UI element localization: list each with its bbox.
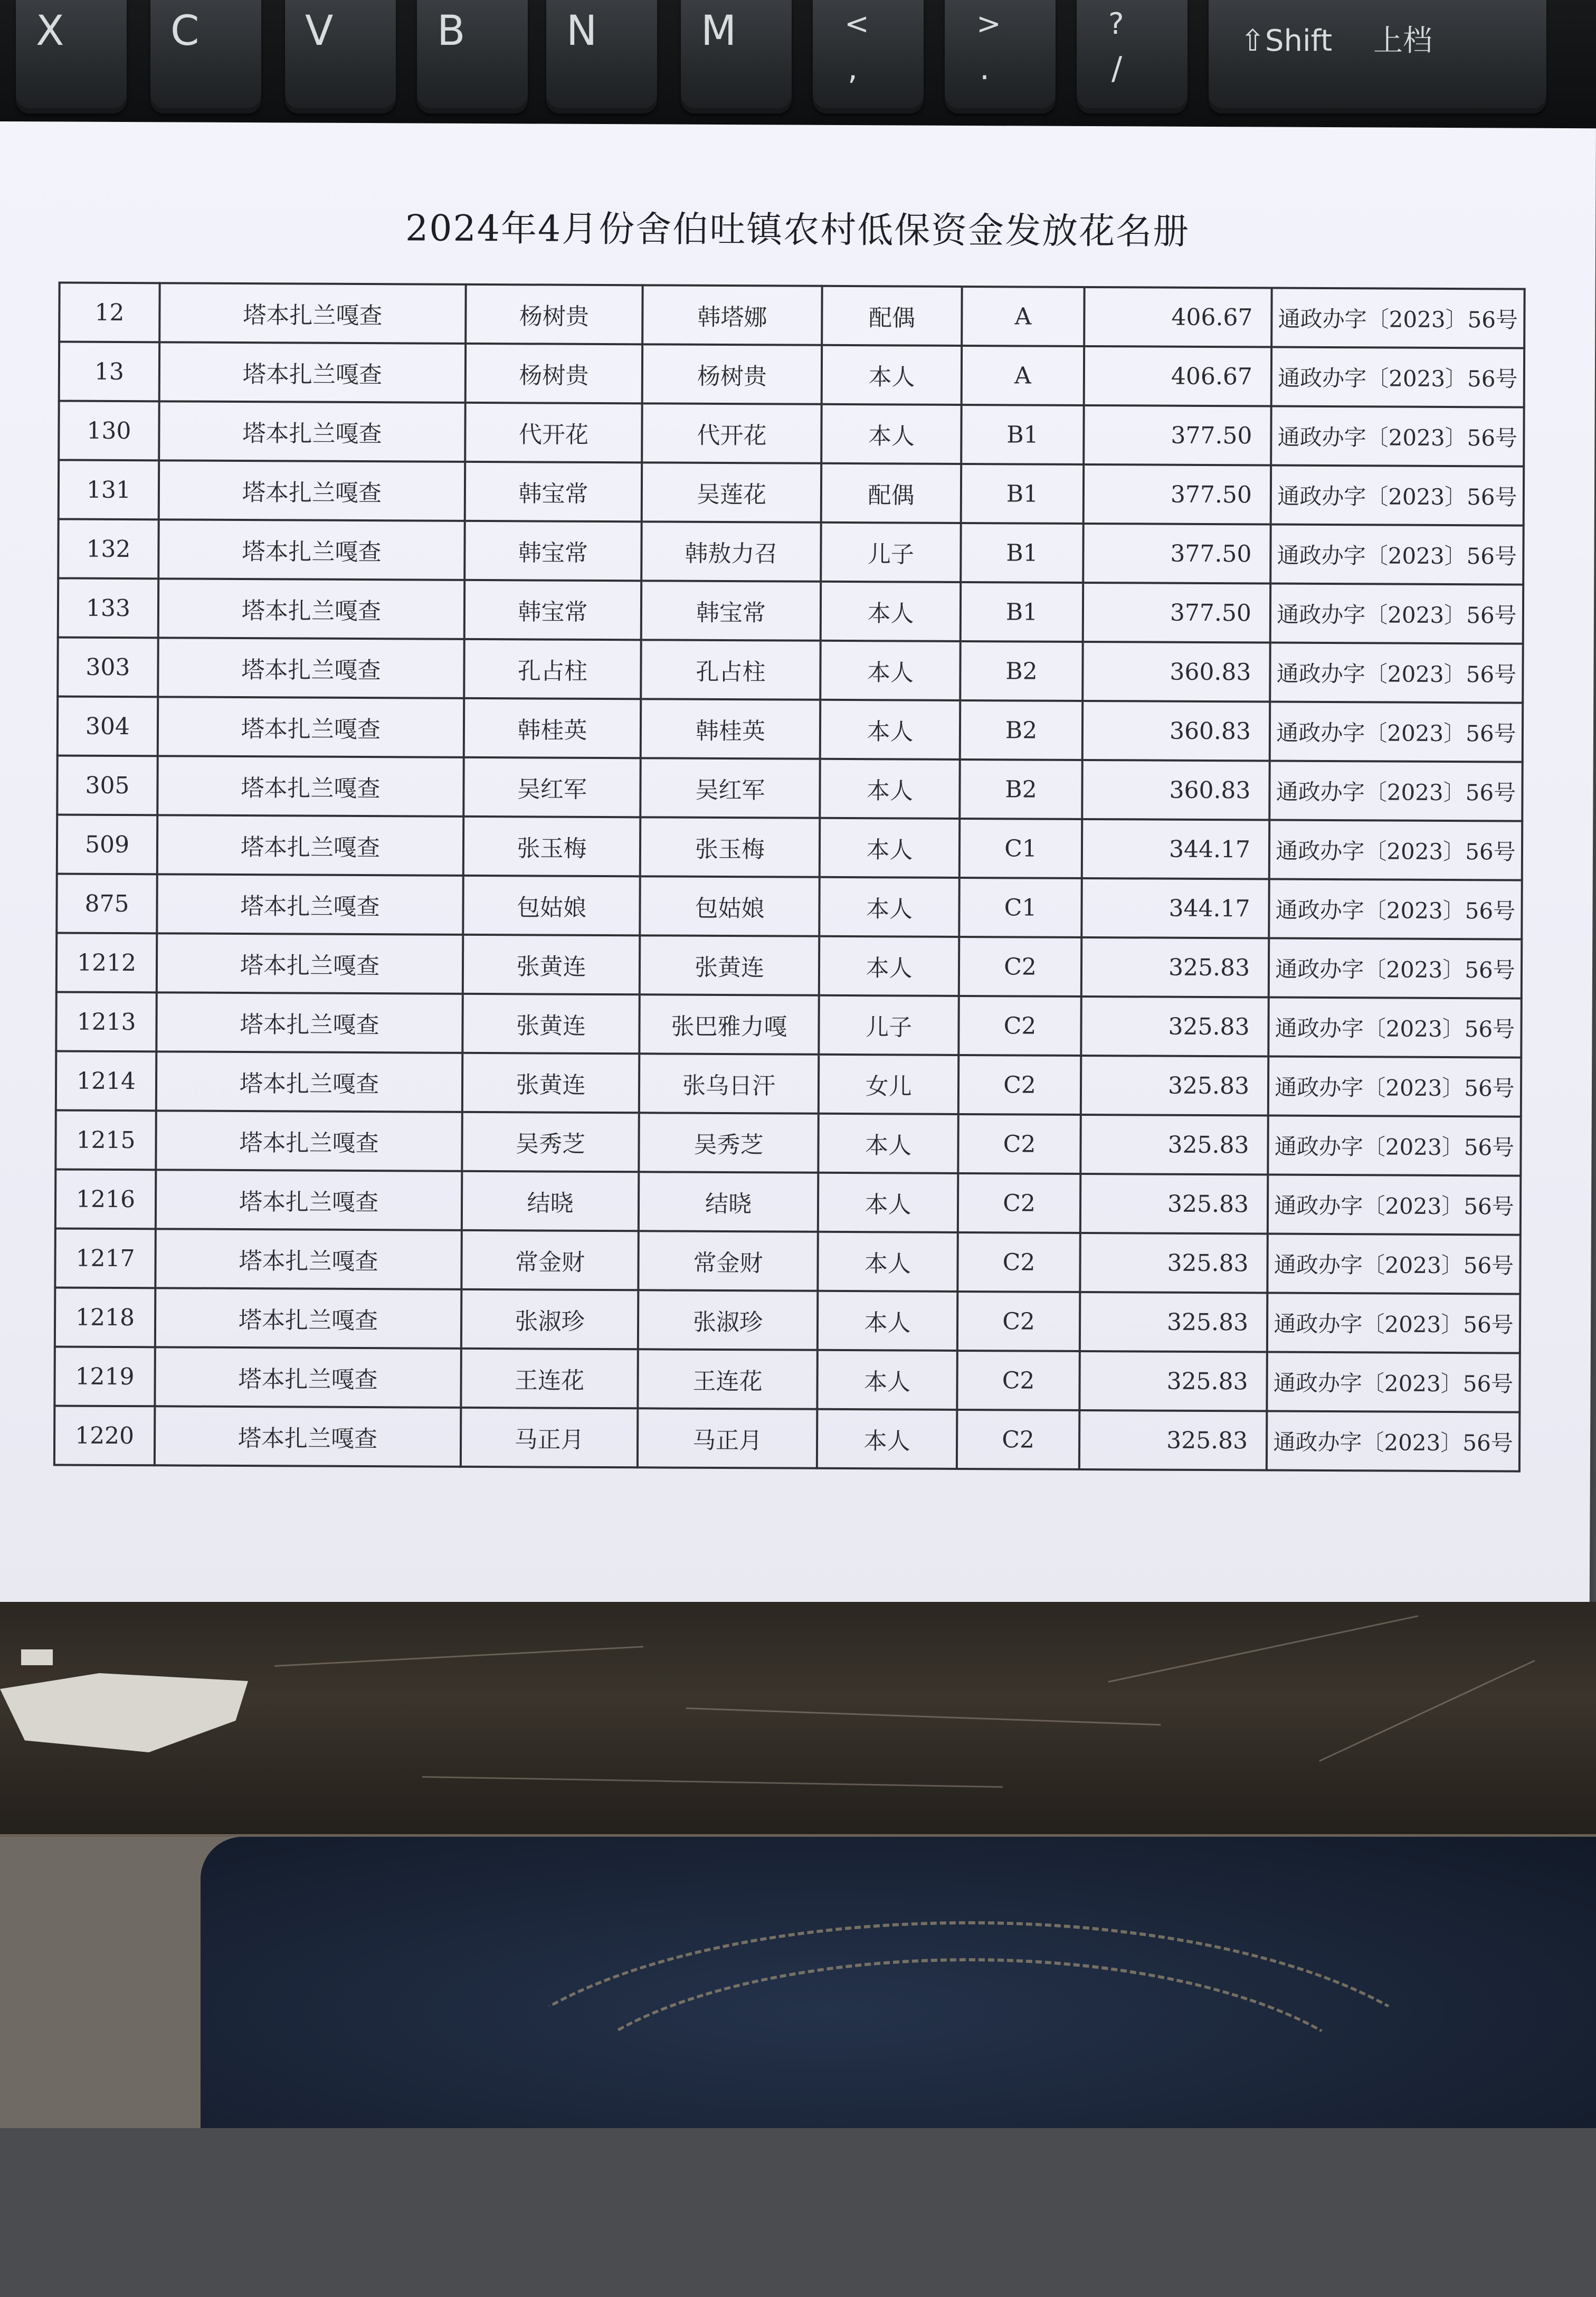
village-cell: 塔本扎兰嘎查: [155, 1406, 461, 1467]
village-cell: 塔本扎兰嘎查: [156, 1051, 462, 1112]
relation-cell: 配偶: [822, 286, 962, 346]
householder-cell: 韩宝常: [464, 580, 641, 640]
table-row: [54, 1346, 1519, 1412]
relation-cell: 本人: [817, 1409, 957, 1469]
relation-cell: 配偶: [821, 463, 961, 523]
table-row: [55, 1169, 1521, 1235]
village-cell: 塔本扎兰嘎查: [156, 1170, 462, 1230]
level-cell: B1: [961, 523, 1083, 583]
level-cell: A: [962, 287, 1084, 346]
householder-cell: 吴红军: [463, 757, 640, 817]
village-cell: 塔本扎兰嘎查: [157, 815, 463, 876]
document-cell: 通政办字〔2023〕56号: [1267, 1411, 1519, 1471]
amount-cell: 377.50: [1084, 464, 1271, 525]
relation-cell: 本人: [818, 1291, 957, 1351]
recipient-cell: 王连花: [638, 1349, 817, 1409]
document-cell: 通政办字〔2023〕56号: [1271, 466, 1524, 526]
row-number-cell: 130: [59, 401, 159, 460]
row-number-cell: 132: [58, 519, 158, 578]
document-cell: 通政办字〔2023〕56号: [1267, 1293, 1520, 1353]
village-cell: 塔本扎兰嘎查: [158, 519, 464, 580]
document-cell: 通政办字〔2023〕56号: [1270, 702, 1523, 762]
amount-cell: 325.83: [1081, 996, 1268, 1057]
householder-cell: 张黄连: [462, 1053, 639, 1113]
level-cell: C2: [958, 1055, 1081, 1115]
key-cn-label: 上档: [1373, 24, 1433, 58]
row-number-cell: 305: [57, 755, 157, 815]
level-cell: C1: [959, 878, 1081, 937]
relation-cell: 本人: [819, 936, 959, 996]
village-cell: 塔本扎兰嘎查: [157, 874, 463, 935]
key-label: N: [566, 7, 597, 55]
amount-cell: 406.67: [1084, 346, 1271, 406]
document-cell: 通政办字〔2023〕56号: [1271, 406, 1524, 467]
householder-cell: 杨树贵: [466, 344, 642, 403]
relation-cell: 本人: [821, 582, 961, 641]
key-comma[interactable]: [813, 0, 924, 113]
recipient-cell: 吴秀芝: [639, 1113, 818, 1172]
desk-edge: [0, 1602, 1596, 1876]
level-cell: C2: [957, 1232, 1080, 1292]
row-number-cell: 1219: [54, 1346, 155, 1406]
village-cell: 塔本扎兰嘎查: [157, 756, 463, 817]
table-row: [56, 1051, 1521, 1116]
relation-cell: 本人: [821, 404, 961, 464]
recipient-cell: 张黄连: [640, 935, 819, 995]
table-row: [58, 637, 1523, 703]
relation-cell: 本人: [820, 700, 960, 760]
level-cell: C2: [957, 1351, 1079, 1410]
paint-chip: [0, 1673, 248, 1752]
relation-cell: 本人: [818, 1232, 957, 1292]
jeans: [201, 1837, 1596, 2128]
document-cell: 通政办字〔2023〕56号: [1270, 525, 1523, 585]
paint-chip: [21, 1649, 53, 1665]
householder-cell: 包姑娘: [463, 876, 640, 935]
amount-cell: 360.83: [1082, 642, 1270, 702]
table-row: [57, 814, 1522, 880]
level-cell: B2: [960, 641, 1082, 701]
desk-scratch: [1108, 1615, 1419, 1683]
relation-cell: 本人: [819, 877, 959, 937]
level-cell: C1: [960, 819, 1082, 878]
householder-cell: 马正月: [461, 1408, 638, 1467]
row-number-cell: 303: [58, 637, 158, 697]
householder-cell: 吴秀芝: [462, 1112, 639, 1172]
row-number-cell: 13: [59, 341, 159, 401]
key-label: V: [305, 7, 334, 55]
key-shift-label: ?: [1108, 7, 1124, 41]
jeans-seam: [544, 1958, 1394, 2281]
village-cell: 塔本扎兰嘎查: [159, 283, 466, 344]
key-x[interactable]: [16, 0, 127, 113]
level-cell: C2: [958, 1173, 1080, 1233]
householder-cell: 张黄连: [463, 935, 640, 994]
relation-cell: 本人: [820, 641, 960, 700]
recipient-cell: 包姑娘: [640, 876, 819, 936]
document-cell: 通政办字〔2023〕56号: [1270, 643, 1523, 703]
householder-cell: 杨树贵: [466, 284, 642, 344]
amount-cell: 325.83: [1080, 1115, 1268, 1175]
key-slash[interactable]: [1077, 0, 1188, 113]
amount-cell: 344.17: [1082, 819, 1269, 879]
village-cell: 塔本扎兰嘎查: [156, 992, 462, 1053]
shift-label-group: [1240, 26, 1464, 56]
key-c[interactable]: [150, 0, 261, 113]
householder-cell: 孔占柱: [464, 639, 641, 699]
table-row: [54, 1406, 1519, 1471]
document-cell: 通政办字〔2023〕56号: [1269, 938, 1522, 999]
key-m[interactable]: [681, 0, 792, 113]
key-b[interactable]: [417, 0, 528, 113]
amount-cell: 377.50: [1083, 583, 1270, 643]
amount-cell: 325.83: [1080, 1174, 1268, 1234]
amount-cell: 344.17: [1081, 878, 1269, 938]
key-label: C: [170, 7, 200, 55]
householder-cell: 韩宝常: [465, 462, 642, 521]
table-row: [56, 874, 1522, 939]
table-row: [58, 578, 1523, 643]
village-cell: 塔本扎兰嘎查: [158, 638, 464, 698]
amount-cell: 325.83: [1080, 1233, 1267, 1293]
relation-cell: 女儿: [819, 1055, 958, 1114]
householder-cell: 韩桂英: [464, 698, 641, 758]
village-cell: 塔本扎兰嘎查: [155, 1229, 461, 1289]
village-cell: 塔本扎兰嘎查: [156, 1110, 462, 1171]
desk-scratch: [274, 1646, 643, 1667]
table-row: [59, 282, 1524, 348]
document-cell: 通政办字〔2023〕56号: [1269, 761, 1522, 821]
row-number-cell: 1212: [56, 933, 157, 992]
householder-cell: 代开花: [465, 403, 642, 462]
document-cell: 通政办字〔2023〕56号: [1268, 998, 1521, 1058]
householder-cell: 王连花: [461, 1349, 638, 1408]
amount-cell: 360.83: [1082, 701, 1270, 761]
village-cell: 塔本扎兰嘎查: [155, 1347, 461, 1408]
row-number-cell: 875: [56, 874, 157, 933]
key-label: /: [1112, 50, 1123, 87]
recipient-cell: 张淑珍: [638, 1290, 818, 1350]
table-row: [58, 696, 1523, 762]
row-number-cell: 1214: [56, 1051, 156, 1110]
row-number-cell: 1213: [56, 992, 156, 1051]
document-title: 2024年4月份舍伯吐镇农村低保资金发放花名册: [405, 207, 1190, 253]
table-row: [55, 1287, 1520, 1353]
relation-cell: 本人: [817, 1350, 957, 1410]
recipient-cell: 结晓: [639, 1172, 818, 1231]
recipient-cell: 韩宝常: [641, 581, 821, 640]
document-cell: 通政办字〔2023〕56号: [1267, 1234, 1520, 1294]
village-cell: 塔本扎兰嘎查: [157, 933, 463, 994]
householder-cell: 张玉梅: [463, 817, 640, 876]
recipient-cell: 张乌日汗: [639, 1053, 819, 1113]
document-cell: 通政办字〔2023〕56号: [1268, 1057, 1521, 1117]
key-shift-label: <: [844, 7, 869, 41]
level-cell: A: [962, 346, 1084, 405]
recipient-cell: 张巴雅力嘎: [639, 994, 819, 1054]
key-label: ,: [848, 50, 858, 87]
householder-cell: 张黄连: [462, 994, 639, 1053]
document-cell: 通政办字〔2023〕56号: [1271, 347, 1524, 407]
level-cell: C2: [959, 937, 1081, 996]
document-cell: 通政办字〔2023〕56号: [1267, 1352, 1519, 1412]
key-period[interactable]: [945, 0, 1056, 113]
document-cell: 通政办字〔2023〕56号: [1271, 288, 1524, 348]
table-row: [55, 1110, 1521, 1175]
level-cell: B1: [961, 464, 1084, 524]
row-number-cell: 131: [59, 460, 159, 519]
row-number-cell: 12: [59, 282, 159, 342]
level-cell: B1: [961, 405, 1084, 464]
row-number-cell: 304: [58, 696, 158, 756]
row-number-cell: 1217: [55, 1228, 155, 1288]
village-cell: 塔本扎兰嘎查: [159, 401, 465, 462]
table-row: [58, 519, 1523, 584]
document-cell: 通政办字〔2023〕56号: [1268, 1116, 1521, 1176]
key-shift[interactable]: [1209, 0, 1546, 113]
recipient-cell: 吴莲花: [642, 462, 821, 522]
row-number-cell: 133: [58, 578, 158, 638]
relation-cell: 本人: [818, 1114, 958, 1173]
amount-cell: 325.83: [1079, 1410, 1267, 1470]
table-row: [59, 460, 1524, 525]
relation-cell: 本人: [822, 345, 962, 405]
level-cell: C2: [957, 1410, 1079, 1469]
householder-cell: 常金财: [461, 1230, 638, 1290]
amount-cell: 360.83: [1082, 760, 1269, 820]
desk-scratch: [686, 1707, 1161, 1725]
printed-sheet: [0, 121, 1596, 1611]
amount-cell: 325.83: [1080, 1292, 1267, 1352]
keyboard: [0, 0, 1596, 132]
document-cell: 通政办字〔2023〕56号: [1270, 584, 1523, 644]
amount-cell: 325.83: [1081, 937, 1269, 998]
recipient-cell: 代开花: [642, 403, 821, 463]
key-n[interactable]: [546, 0, 657, 113]
row-number-cell: 1215: [55, 1110, 156, 1170]
key-label: ⇧Shift: [1240, 24, 1333, 58]
recipient-cell: 韩塔娜: [642, 285, 822, 345]
village-cell: 塔本扎兰嘎查: [158, 578, 464, 639]
table-row: [56, 992, 1521, 1057]
amount-cell: 406.67: [1084, 287, 1271, 347]
village-cell: 塔本扎兰嘎查: [158, 697, 464, 757]
key-v[interactable]: [285, 0, 396, 113]
desk-scratch: [422, 1776, 1003, 1788]
recipient-cell: 张玉梅: [640, 817, 820, 877]
recipient-cell: 常金财: [638, 1231, 818, 1290]
table-row: [56, 933, 1522, 998]
recipient-cell: 吴红军: [640, 758, 820, 818]
householder-cell: 韩宝常: [464, 521, 641, 581]
key-label: X: [36, 7, 64, 55]
relation-cell: 儿子: [821, 523, 961, 582]
row-number-cell: 1218: [55, 1287, 155, 1347]
level-cell: C2: [958, 1114, 1080, 1174]
document-cell: 通政办字〔2023〕56号: [1269, 879, 1522, 939]
village-cell: 塔本扎兰嘎查: [155, 1288, 461, 1349]
relation-cell: 本人: [818, 1173, 958, 1232]
relation-cell: 儿子: [819, 995, 958, 1055]
document-cell: 通政办字〔2023〕56号: [1268, 1175, 1521, 1235]
amount-cell: 325.83: [1079, 1351, 1267, 1411]
village-cell: 塔本扎兰嘎查: [159, 342, 466, 403]
roster-body: [54, 282, 1525, 1471]
key-shift-label: >: [976, 7, 1001, 41]
recipient-cell: 杨树贵: [642, 344, 822, 404]
level-cell: B1: [961, 582, 1083, 642]
key-label: .: [980, 50, 990, 87]
recipient-cell: 孔占柱: [641, 640, 820, 699]
key-label: B: [437, 7, 466, 55]
row-number-cell: 509: [57, 814, 157, 874]
table-row: [55, 1228, 1520, 1294]
recipient-cell: 马正月: [638, 1408, 817, 1468]
key-label: M: [701, 7, 737, 55]
roster-table: [53, 281, 1526, 1472]
desk-scratch: [1319, 1660, 1535, 1762]
level-cell: C2: [958, 996, 1081, 1056]
level-cell: B2: [960, 700, 1082, 760]
table-row: [57, 755, 1522, 821]
row-number-cell: 1216: [55, 1169, 156, 1229]
householder-cell: 结晓: [462, 1171, 639, 1231]
householder-cell: 张淑珍: [461, 1289, 638, 1349]
recipient-cell: 韩桂英: [641, 699, 820, 758]
amount-cell: 377.50: [1084, 405, 1271, 466]
amount-cell: 325.83: [1081, 1056, 1268, 1116]
relation-cell: 本人: [820, 759, 960, 819]
recipient-cell: 韩敖力召: [641, 521, 821, 581]
level-cell: C2: [957, 1292, 1080, 1351]
amount-cell: 377.50: [1083, 524, 1270, 584]
village-cell: 塔本扎兰嘎查: [159, 460, 465, 521]
level-cell: B2: [960, 760, 1082, 819]
row-number-cell: 1220: [54, 1406, 155, 1465]
table-row: [59, 341, 1524, 407]
table-row: [59, 401, 1524, 466]
document-cell: 通政办字〔2023〕56号: [1269, 820, 1522, 880]
relation-cell: 本人: [820, 818, 960, 878]
